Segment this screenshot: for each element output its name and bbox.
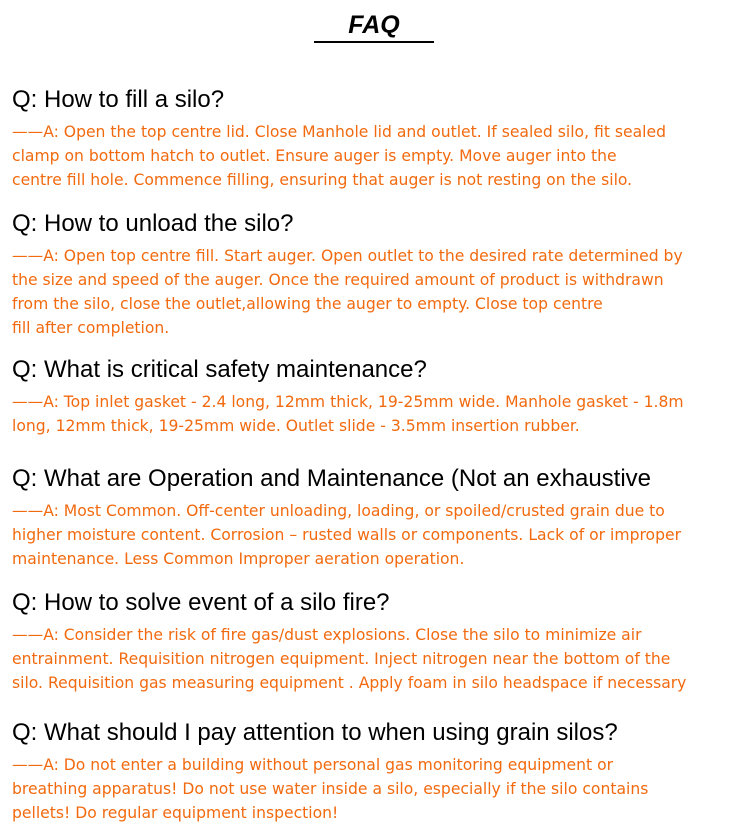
faq-item-silo-fire bbox=[12, 587, 750, 695]
faq-answer-line: ——A: Open top centre fill. Start auger. Open outlet to the desired rate determined by bbox=[12, 247, 683, 265]
faq-answer bbox=[12, 753, 750, 825]
faq-question: Q: What should I pay attention to when using grain silos? bbox=[12, 719, 618, 746]
faq-answer-line: higher moisture content. Corrosion – rusted walls or components. Lack of or improper bbox=[12, 526, 681, 544]
faq-item-fill-silo bbox=[12, 84, 750, 192]
faq-answer-line: maintenance. Less Common Improper aeration operation. bbox=[12, 550, 465, 568]
faq-question: Q: How to solve event of a silo fire? bbox=[12, 589, 390, 616]
faq-answer bbox=[12, 390, 750, 438]
faq-answer bbox=[12, 244, 750, 340]
faq-answer-line: ——A: Do not enter a building without personal gas monitoring equipment or bbox=[12, 756, 614, 774]
faq-item-grain-silo-attention bbox=[12, 717, 750, 825]
faq-answer-line: breathing apparatus! Do not use water inside a silo, especially if the silo contains bbox=[12, 780, 649, 798]
faq-item-operation-maintenance bbox=[12, 463, 750, 571]
faq-answer-line: ——A: Top inlet gasket - 2.4 long, 12mm thick, 19-25mm wide. Manhole gasket - 1.8m bbox=[12, 393, 684, 411]
faq-answer bbox=[12, 120, 750, 192]
faq-answer-line: clamp on bottom hatch to outlet. Ensure auger is empty. Move auger into the bbox=[12, 147, 617, 165]
faq-question: Q: How to fill a silo? bbox=[12, 86, 225, 113]
faq-answer-line: the size and speed of the auger. Once the required amount of product is withdrawn bbox=[12, 271, 664, 289]
faq-header bbox=[0, 10, 750, 43]
faq-answer-line: silo. Requisition gas measuring equipment . Apply foam in silo headspace if necessary bbox=[12, 674, 687, 692]
faq-question: Q: What is critical safety maintenance? bbox=[12, 356, 427, 383]
faq-answer-line: long, 12mm thick, 19-25mm wide. Outlet slide - 3.5mm insertion rubber. bbox=[12, 417, 580, 435]
faq-item-safety-maintenance bbox=[12, 354, 750, 438]
faq-question: Q: What are Operation and Maintenance (Not an exhaustive bbox=[12, 465, 652, 492]
faq-answer-line: fill after completion. bbox=[12, 319, 170, 337]
faq-answer-line: ——A: Consider the risk of fire gas/dust explosions. Close the silo to minimize air bbox=[12, 626, 642, 644]
faq-question: Q: How to unload the silo? bbox=[12, 210, 294, 237]
faq-answer-line: from the silo, close the outlet,allowing the auger to empty. Close top centre bbox=[12, 295, 603, 313]
faq-answer-line: centre fill hole. Commence filling, ensuring that auger is not resting on the silo. bbox=[12, 171, 633, 189]
page-title: FAQ bbox=[314, 10, 434, 43]
faq-answer-line: entrainment. Requisition nitrogen equipment. Inject nitrogen near the bottom of the bbox=[12, 650, 671, 668]
faq-answer-line: pellets! Do regular equipment inspection! bbox=[12, 804, 339, 822]
faq-answer bbox=[12, 623, 750, 695]
faq-answer-line: ——A: Most Common. Off-center unloading, loading, or spoiled/crusted grain due to bbox=[12, 502, 665, 520]
faq-answer bbox=[12, 499, 750, 571]
faq-item-unload-silo bbox=[12, 208, 750, 340]
faq-answer-line: ——A: Open the top centre lid. Close Manhole lid and outlet. If sealed silo, fit sealed bbox=[12, 123, 666, 141]
